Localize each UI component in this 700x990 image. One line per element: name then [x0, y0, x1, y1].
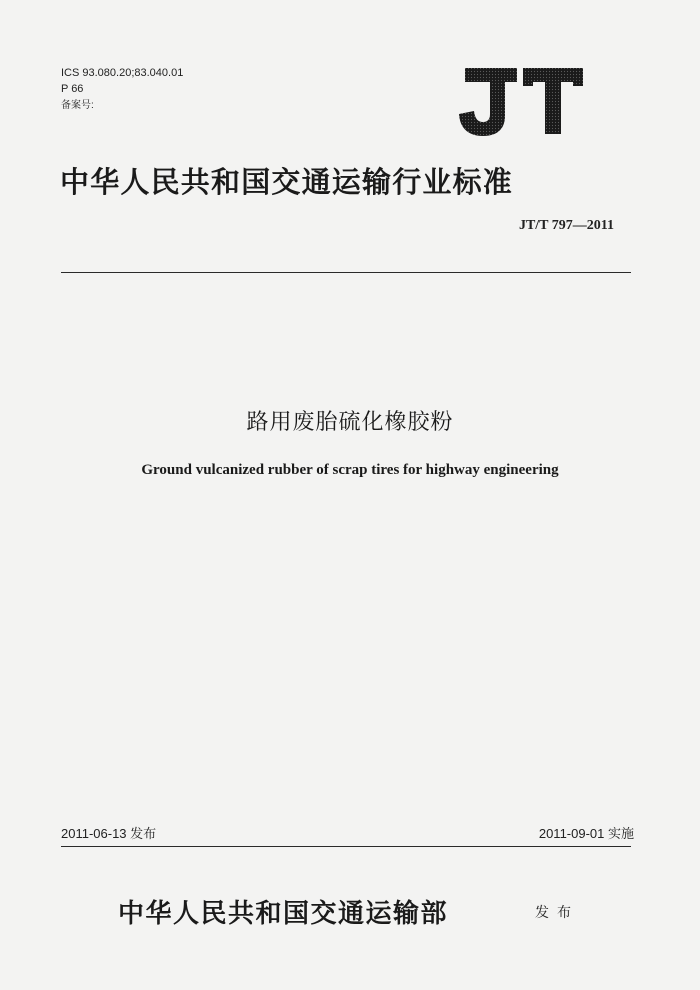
jt-logo-letter-t	[523, 68, 583, 134]
document-title-english: Ground vulcanized rubber of scrap tires for highway engineering	[141, 462, 559, 478]
ics-code: ICS 93.080.20;83.040.01	[61, 67, 184, 79]
header-divider	[61, 272, 631, 273]
standard-category-title: 中华人民共和国交通运输行业标准	[60, 165, 514, 199]
issuing-authority: 中华人民共和国交通运输部	[118, 899, 449, 929]
issue-date: 2011-06-13 发布	[61, 826, 157, 841]
jt-logo	[455, 64, 587, 138]
ccs-code: P 66	[61, 83, 84, 95]
document-title-chinese: 路用废胎硫化橡胶粉	[246, 410, 454, 435]
implementation-date: 2011-09-01 实施	[538, 826, 634, 841]
filing-number-label: 备案号:	[61, 100, 94, 111]
footer-divider	[61, 846, 631, 847]
jt-logo-letter-j	[459, 68, 517, 136]
issue-action-label: 发布	[535, 905, 579, 921]
standard-number: JT/T 797—2011	[518, 218, 614, 233]
